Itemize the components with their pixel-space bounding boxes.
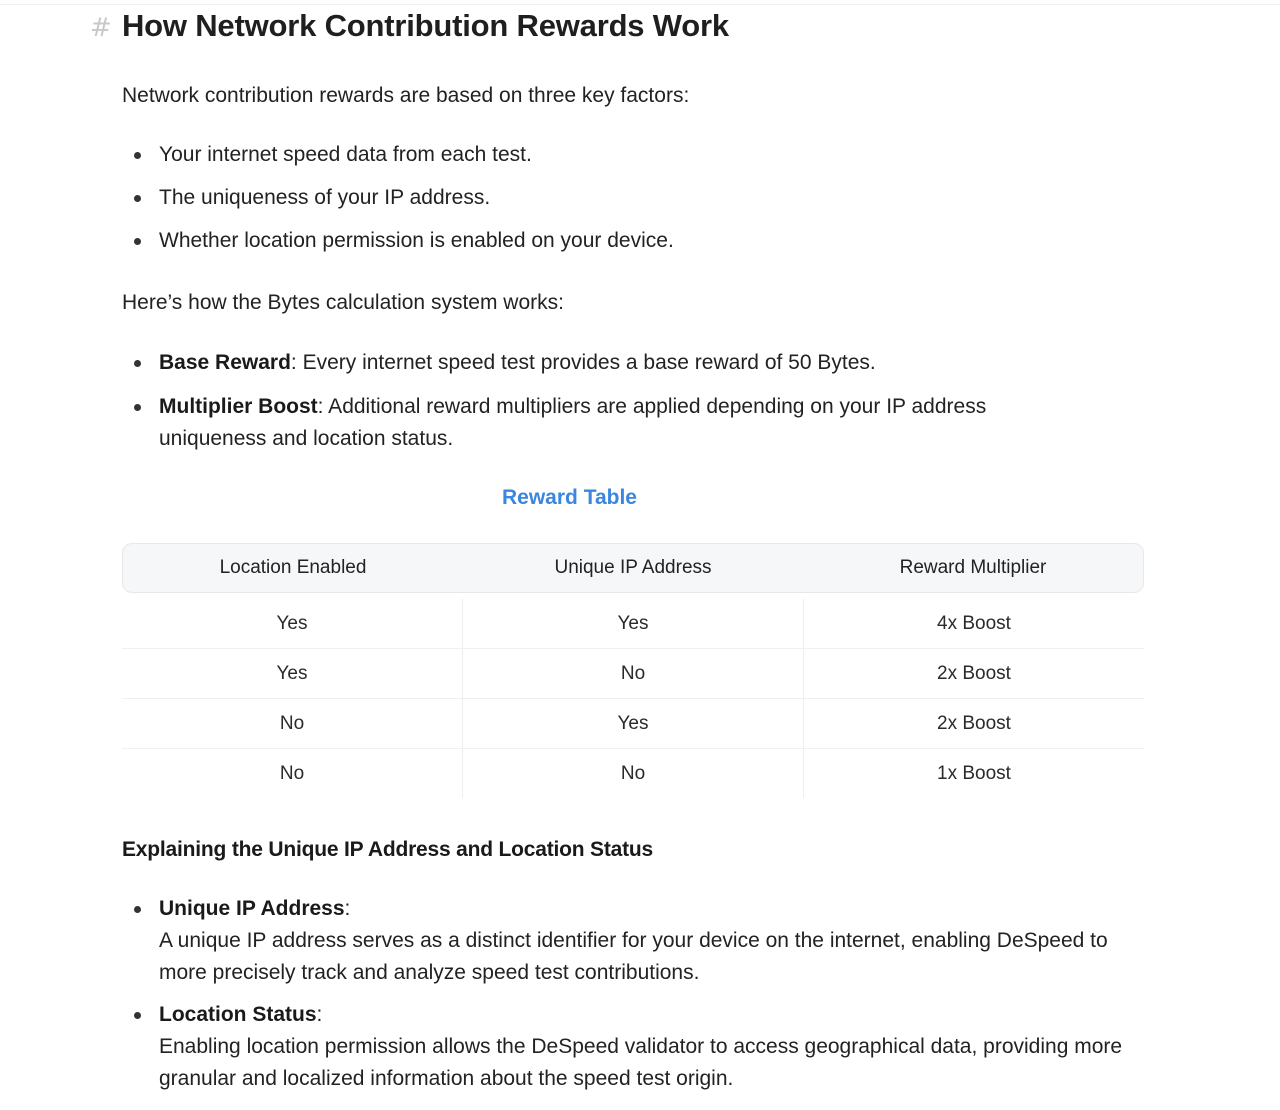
bullet-icon bbox=[134, 1012, 141, 1019]
list-item bbox=[122, 139, 1152, 171]
table-cell: No bbox=[463, 649, 804, 698]
factor-text: Your internet speed data from each test. bbox=[159, 143, 532, 166]
bullet-icon bbox=[134, 906, 141, 913]
table-cell: Yes bbox=[463, 699, 804, 748]
unique-ip-term: Unique IP Address bbox=[159, 897, 345, 920]
column-header-multiplier: Reward Multiplier bbox=[899, 557, 1047, 578]
bullet-icon bbox=[134, 360, 141, 367]
table-row bbox=[122, 699, 1144, 749]
bytes-intro-paragraph: Here’s how the Bytes calculation system works: bbox=[122, 291, 564, 314]
table-row bbox=[122, 649, 1144, 699]
table-cell: No bbox=[463, 749, 804, 798]
anchor-hash-icon[interactable]: # bbox=[90, 13, 112, 43]
table-cell: No bbox=[122, 699, 463, 748]
base-reward-text: : Every internet speed test provides a base reward of 50 Bytes. bbox=[290, 351, 876, 374]
explain-list bbox=[122, 893, 1152, 1095]
table-cell: Yes bbox=[463, 599, 804, 648]
table-row bbox=[122, 599, 1144, 649]
bullet-icon bbox=[134, 152, 141, 159]
location-status-colon: : bbox=[316, 1003, 323, 1026]
table-cell: 4x Boost bbox=[937, 612, 1011, 634]
table-cell: Yes bbox=[122, 599, 463, 648]
multiplier-boost-term: Multiplier Boost bbox=[159, 395, 318, 418]
reward-table bbox=[122, 543, 1144, 798]
page-title: How Network Contribution Rewards Work bbox=[122, 8, 729, 43]
list-item bbox=[122, 225, 1152, 257]
table-cell: 2x Boost bbox=[937, 662, 1011, 684]
top-divider bbox=[0, 4, 1280, 5]
intro-paragraph: Network contribution rewards are based on three key factors: bbox=[122, 84, 690, 107]
table-cell: No bbox=[122, 749, 463, 798]
location-status-term: Location Status bbox=[159, 1003, 317, 1026]
table-cell: Yes bbox=[122, 649, 463, 698]
factor-text: The uniqueness of your IP address. bbox=[159, 186, 491, 209]
page-heading bbox=[90, 8, 729, 44]
list-item bbox=[122, 391, 1059, 455]
list-item bbox=[122, 893, 1119, 989]
table-cell: 1x Boost bbox=[937, 762, 1011, 784]
column-header-unique-ip: Unique IP Address bbox=[554, 557, 712, 578]
location-status-description: Enabling location permission allows the DeSpeed validator to access geographical data, providing more granular and localized information about the speed test origin. bbox=[159, 1035, 1123, 1090]
column-header-location: Location Enabled bbox=[219, 557, 367, 578]
bytes-list bbox=[122, 347, 1152, 455]
table-row bbox=[122, 749, 1144, 798]
unique-ip-colon: : bbox=[344, 897, 351, 920]
explain-section-heading: Explaining the Unique IP Address and Location Status bbox=[122, 838, 654, 861]
table-header bbox=[122, 543, 1144, 593]
bullet-icon bbox=[134, 404, 141, 411]
list-item bbox=[122, 999, 1159, 1095]
multiplier-boost-text: : Additional reward multipliers are applied depending on your IP address uniqueness and location status. bbox=[159, 395, 987, 450]
unique-ip-description: A unique IP address serves as a distinct identifier for your device on the internet, enabling DeSpeed to more precisely track and analyze speed test contributions. bbox=[159, 929, 1108, 984]
list-item bbox=[122, 347, 1152, 379]
list-item bbox=[122, 182, 1152, 214]
bullet-icon bbox=[134, 195, 141, 202]
table-cell: 2x Boost bbox=[937, 712, 1011, 734]
reward-table-title: Reward Table bbox=[502, 486, 637, 509]
bullet-icon bbox=[134, 238, 141, 245]
factors-list bbox=[122, 139, 1152, 257]
factor-text: Whether location permission is enabled on your device. bbox=[159, 229, 674, 252]
table-body bbox=[122, 599, 1144, 798]
base-reward-term: Base Reward bbox=[159, 351, 291, 374]
